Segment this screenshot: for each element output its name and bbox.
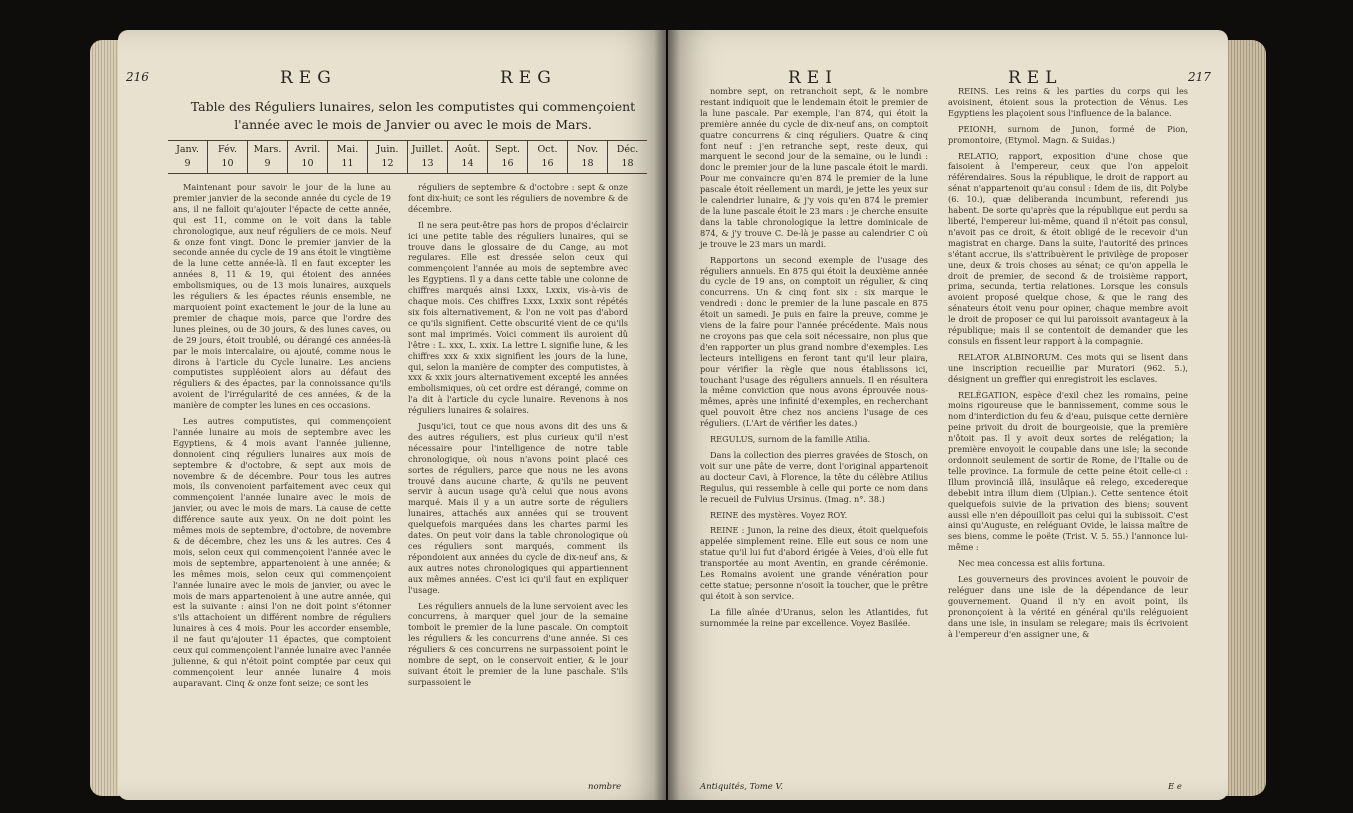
paragraph: Il ne sera peut-être pas hors de propos d'éclaircir ici une petite table des réguliers lunaires, qui se trouve dans le glossaire de du Cange, au mot regulares. Elle est dressée selon ceux qui commençoient l'année au mois de septembre avec les Egyptiens. Il y a dans cette table une colonne de chiffres marqués ainsi Lxxx, Lxxix, vis-à-vis de chaque mois. Ces chiffres Lxxx, Lxxix sont répétés six fois alternativement, & l'on ne voit pas d'abord ce qu'ils signifient. Cette obscurité vient de ce qu'ils sont mal imprimés. Voici comment ils auroient dû l'être : L. xxx, L. xxix. La lettre L signifie lune, & les chiffres xxx & xxix signifient les jours de la lune, qui, selon la manière de compter des computistes, à xxx & xxix jours alternativement excepté les années embolismiques, où cet ordre est dérangé, comme on l'a dit à l'article du cycle lunaire. Revenons à nos réguliers lunaires & solaires. <box>408 219 628 416</box>
volume-footer: Antiquités, Tome V. <box>700 782 783 792</box>
paragraph: Les autres computistes, qui commençoient l'année lunaire au mois de septembre avec les Egyptiens, & 4 mois avant l'année julienne, donnoient cinq réguliers lunaires aux mois de septembre & d'octobre, & sept aux mois de novembre & de décembre. Pour tous les autres mois, ils convenoient parfaitement avec ceux qui commençoient l'année lunaire avec le mois de janvier, ou avec le mois de mars. La cause de cette différence saute aux yeux. On ne doit point les mêmes mois de septembre, d'octobre, de novembre & de décembre, chez les uns & les autres. Ces 4 mois, selon ceux qui commençoient l'année avec le mois de septembre, appartenoient à une année; & les mêmes mois, selon ceux qui commençoient l'année lunaire avec le mois de janvier, ou avec le mois de mars appartenoient à une autre année, qui est la suivante : ainsi l'on ne doit point s'étonner s'ils attachoient un différent nombre de réguliers lunaires à ces 4 mois. Pour les accorder ensemble, il ne faut qu'ajouter 11 épactes, que comptoient ceux qui commençoient l'année lunaire avec l'année julienne, & qui n'étoit point comptée par ceux qui commençoient leur année lunaire 4 mois auparavant. Cinq & onze font seize; ce sont les <box>173 416 391 688</box>
paragraph: RELATOR ALBINORUM. Ces mots qui se lisent dans une inscription recueillie par Muratori (962. 5.), désignent un greffier qui enregistroit les esclaves. <box>948 351 1188 384</box>
left-running-head-2: REG <box>500 68 557 88</box>
month-cell: Mai. 11 <box>327 141 367 173</box>
paragraph: Rapportons un second exemple de l'usage des réguliers annuels. En 875 qui étoit la deuxième année du cycle de 19 ans, on comptoit un régulier, & cinq concurrens. Un & cinq font six : six marque le vendredi : donc le premier de la lune pascale en 875 étoit un samedi. Je puis en faire la preuve, comme je viens de la faire pour l'année précédente. Mais nous ne croyons pas que cela soit nécessaire, non plus que d'en rapporter un plus grand nombre d'exemples. Les lecteurs intelligens en feront tant qu'il leur plaira, pour vérifier la règle que nous établissons ici, touchant l'usage des réguliers annuels. Il en résultera la même conviction que nous avons éprouvée nous-mêmes, après une infinité d'exemples, en recherchant quel pouvoit être chez nos anciens l'usage de ces réguliers. (L'Art de vérifier les dates.) <box>700 254 928 429</box>
right-column-2 <box>948 86 1188 776</box>
month-cell: Janv. 9 <box>176 144 199 169</box>
left-catchword: nombre <box>588 782 622 792</box>
paragraph: REINE : Junon, la reine des dieux, étoit quelquefois appelée simplement reine. Elle eut sous ce nom une statue qu'il lui fut d'abord érigée à Veies, d'où elle fut transportée au mont Aventin, en grande cérémonie. Les Romains avoient une grande vénération pour cette statue; personne n'osoit la toucher, que le prêtre qui étoit à son service. <box>700 525 928 601</box>
paragraph: Maintenant pour savoir le jour de la lune au premier janvier de la seconde année du cycle de 19 ans, il ne falloit qu'ajouter l'épacte de cette année, qui est 11, comme on le voit dans la table chronologique, aux neuf réguliers de ce mois. Neuf & onze font vingt. Donc le premier janvier de la seconde année du cycle de 19 ans étoit le vingtième de la lune cette année-là. Il en faut excepter les années 8, 11 & 19, qui étoient des années embolismiques, ou de 13 mois lunaires, auxquels les réguliers & les épactes réunis ensemble, ne marquoient point exactement le jour de la lune au premier de chaque mois, parce que l'ordre des lunes pleines, ou de 30 jours, & des lunes caves, ou de 29 jours, étoit troublé, ou dérangé ces années-là par le mois intercalaire, ou ajouté, comme nous le dirons à l'article du Cycle lunaire. Les anciens computistes suppléoient alors au défaut des réguliers & des épactes, par la connoissance qu'ils avoient de l'irrégularité de ces années, & de la manière de compter les lunes en ces occasions. <box>173 182 391 411</box>
table-title: Table des Réguliers lunaires, selon les computistes qui commençoient l'année avec le mois de Janvier ou avec le mois de Mars. <box>190 99 636 132</box>
month-cell: Juillet. 13 <box>407 141 447 173</box>
month-cell: Mars. 9 <box>247 141 287 173</box>
right-page-edges <box>1226 40 1266 796</box>
right-page-number: 217 <box>1188 70 1211 84</box>
regulars-table <box>168 140 647 174</box>
paragraph: REGULUS, surnom de la famille Atilia. <box>710 434 871 445</box>
month-cell: Nov. 18 <box>567 141 607 173</box>
paragraph: PEIONH, surnom de Junon, formé de Pion, promontoire, (Etymol. Magn. & Suidas.) <box>948 123 1188 145</box>
paragraph: Dans la collection des pierres gravées de Stosch, on voit sur une pâte de verre, dont l'original appartenoit au docteur Cavi, à Florence, la tête du célèbre Atilius Regulus, qui ressemble à celle qui porte ce nom dans le recueil de Fulvius Ursinus. (Imag. n°. 38.) <box>700 450 928 504</box>
left-column-2 <box>408 182 628 782</box>
month-cell: Avril. 10 <box>287 141 327 173</box>
right-column-1 <box>700 86 928 776</box>
left-page <box>118 30 666 800</box>
right-page <box>668 30 1228 800</box>
month-cell: Fév. 10 <box>207 141 247 173</box>
left-page-edges <box>90 40 120 796</box>
paragraph: réguliers de septembre & d'octobre : sept & onze font dix-huit; ce sont les réguliers de novembre & de décembre. <box>408 182 628 214</box>
paragraph: La fille aînée d'Uranus, selon les Atlantides, fut surnommée la reine par excellence. Voyez Basilée. <box>700 606 928 628</box>
paragraph: nombre sept, on retranchoit sept, & le nombre restant indiquoit que le lendemain étoit le premier de la lune pascale. Par exemple, l'an 874, qui étoit la première année du cycle de dix-neuf ans, on comptoit quatre concurrens & cinq réguliers. Quatre & cinq font neuf : j'en retranche sept, reste deux, qui marquent le second jour de la semaine, ou le lundi : donc le premier jour de la lune pascale étoit le mardi. Pour me convaincre qu'en 874 le premier de la lune pascale étoit réellement un mardi, je jette les yeux sur le calendrier lunaire, & j'y vois qu'en 874 le premier de la lune pascale étoit le 23 mars : je cherche ensuite dans la table chronologique la lettre dominicale de 874, & j'y trouve C. De-là je passe au calendrier C où je trouve le 23 mars un mardi. <box>700 86 928 249</box>
paragraph: RELATIO, rapport, exposition d'une chose que faisoient à l'empereur, ceux que l'on appeloit référendaires. Sous la république, le droit de rapport au sénat n'appartenoit qu'au consul : Idem de iis, dit Polybe (6. 10.), quæ deliberanda incumbunt, referendi jus habent. De sorte qu'après que la république eut perdu sa liberté, l'empereur lui-même, quand il n'étoit pas consul, n'avoit pas ce droit, & étoit obligé de le recevoir d'un magistrat en charge. Dans la suite, l'autorité des princes s'étant accrue, ils s'attribuèrent le privilège de proposer une, deux & trois choses au sénat; ce qu'on appella le droit de premier, de second & de troisième rapport, prima, secunda, tertia relationes. Lorsque les consuls avoient proposé quelque chose, & que le rang des sénateurs étoit venu pour opiner, chaque membre avoit le droit de proposer ce qui lui paroissoit avantageux à la république; mais il se contentoit de demander que les consuls en fissent leur rapport à la compagnie. <box>948 150 1188 346</box>
right-running-head-2: REL <box>1008 68 1063 88</box>
book-gutter <box>654 30 680 800</box>
paragraph: REINE des mystères. Voyez ROY. <box>710 509 848 520</box>
month-cell: Juin. 12 <box>367 141 407 173</box>
month-cell: Sept. 16 <box>487 141 527 173</box>
month-cell: Déc. 18 <box>607 141 647 173</box>
paragraph: Nec mea concessa est aliis fortuna. <box>958 558 1106 569</box>
right-running-head-1: REI <box>788 68 838 88</box>
paragraph: Jusqu'ici, tout ce que nous avons dit des uns & des autres réguliers, est plus curieux qu'il n'est nécessaire pour l'intelligence de notre table chronologique, où nous n'avons point placé ces sortes de réguliers, parce que nous ne les avons trouvé dans aucune charte, & qu'ils ne peuvent servir à aucun usage qu'à celui que nous avons marqué. Mais il y a un autre sorte de réguliers lunaires, attachés aux années qui se trouvent quelquefois marquées dans les chartes parmi les dates. On peut voir dans la table chronologique où ces réguliers sont marqués, comment ils répondoient aux années du cycle de dix-neuf ans, & aux autres notes chronologiques qui appartiennent aux mêmes années. C'est ici qu'il faut en expliquer l'usage. <box>408 421 628 595</box>
left-page-number: 216 <box>126 70 149 84</box>
left-column-1 <box>173 182 391 782</box>
paragraph: Les gouverneurs des provinces avoient le pouvoir de reléguer dans une isle de la dépendance de leur gouvernement. Quand il n'y en avoit point, ils prononçoient à la vérité en général qu'ils reléguoient dans une isle, in insulam se relegare; mais ils écrivoient à l'empereur d'en assigner une, & <box>948 574 1188 639</box>
month-cell: Oct. 16 <box>527 141 567 173</box>
right-catchword: E e <box>1168 782 1182 792</box>
paragraph: Les réguliers annuels de la lune servoient avec les concurrens, à marquer quel jour de la semaine tomboit le premier de la lune pascale. On comptoit les réguliers & les concurrens d'une année. Si ces réguliers & ces concurrens ne surpassoient point le nombre de sept, on le conservoit entier, & le jour suivant étoit le premier de la lune paschale. S'ils surpassoient le <box>408 600 628 687</box>
paragraph: RELÉGATION, espèce d'exil chez les romains, peine moins rigoureuse que le bannissement, comme sous le nom d'interdiction du feu & d'eau, puisque cette dernière peine privoit du droit de bourgeoisie, que la première n'ôtoit pas. Il y avoit deux sortes de relégation; la première envoyoit le coupable dans une isle; la seconde ordonnoit seulement de sortir de Rome, de l'Italie ou de telle province. La formule de cette peine étoit celle-ci : Illum provinciâ illâ, insulâque eâ relego, excedereque debebit intra illum diem (Ulpian.). Cette sentence étoit quelquefois suivie de la privation des biens; souvent aussi elle n'en dépouilloit pas celui qui la subissoit. C'est ainsi qu'Auguste, en reléguant Ovide, le laissa maître de ses biens, comme le poëte (Trist. V. 5. 55.) l'annonce lui-même : <box>948 389 1188 553</box>
left-running-head-1: REG <box>280 68 337 88</box>
paragraph: REINS. Les reins & les parties du corps qui les avoisinent, étoient sous la protection de Vénus. Les Egyptiens les plaçoient sous l'influence de la balance. <box>948 86 1188 118</box>
month-cell: Août. 14 <box>447 141 487 173</box>
